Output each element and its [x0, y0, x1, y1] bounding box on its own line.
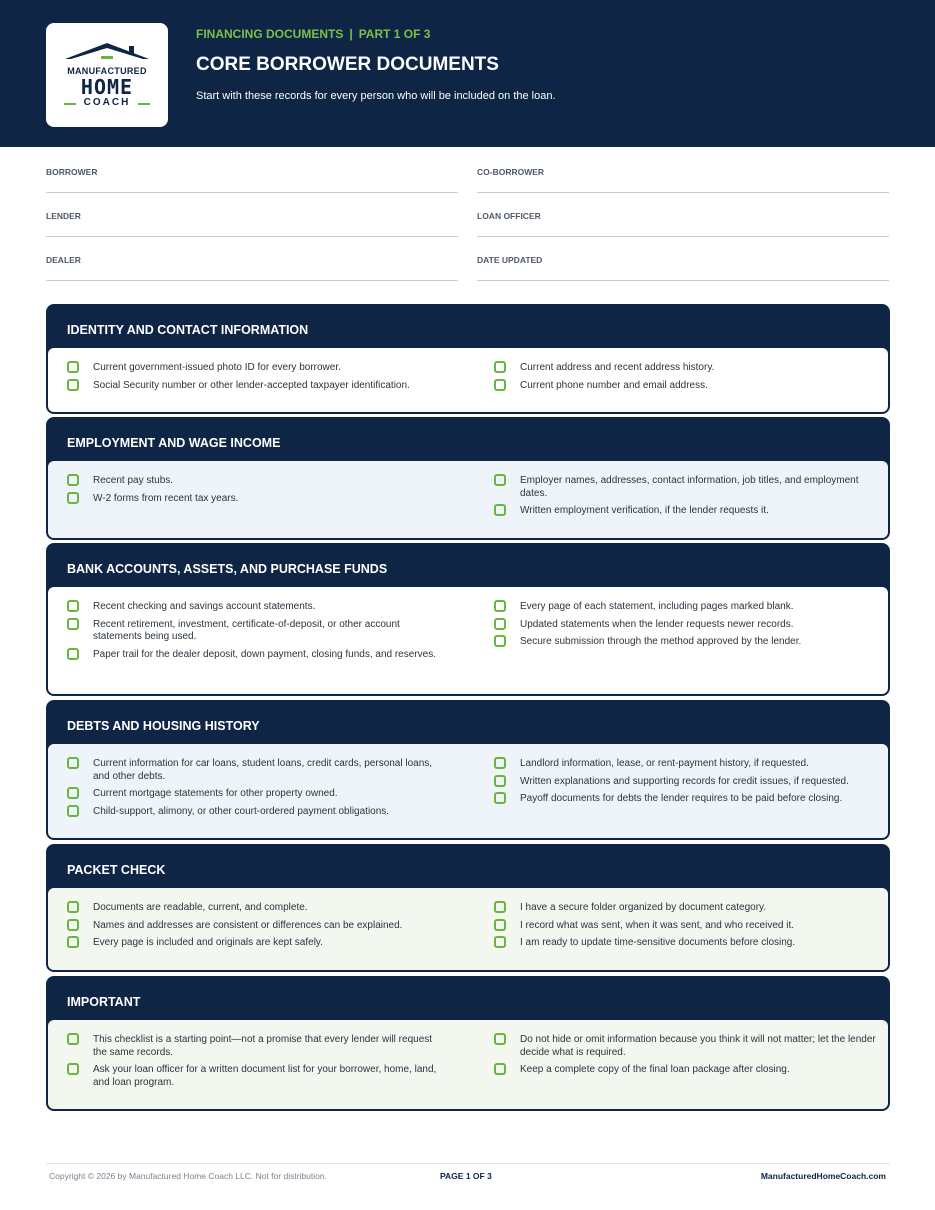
dealer-field[interactable]: [46, 255, 458, 281]
section-bank-assets-funds: [46, 543, 890, 696]
checklist-column-left: [67, 475, 447, 510]
checklist-item-label: W-2 forms from recent tax years.: [93, 492, 239, 504]
checkbox[interactable]: [494, 775, 506, 787]
section-title: DEBTS AND HOUSING HISTORY: [67, 719, 260, 733]
section-title: IMPORTANT: [67, 995, 141, 1009]
field-label: LENDER: [46, 211, 81, 221]
footer-website-link[interactable]: ManufacturedHomeCoach.com: [760, 1171, 886, 1181]
checkbox[interactable]: [67, 618, 79, 630]
checklist-item[interactable]: [494, 1034, 886, 1059]
checkbox[interactable]: [494, 379, 506, 391]
checklist-column-right: [494, 902, 886, 955]
kicker-part: PART 1 OF 3: [358, 27, 431, 41]
page-header: [0, 0, 935, 147]
kicker-series: FINANCING DOCUMENTS: [196, 27, 344, 41]
checkbox[interactable]: [67, 936, 79, 948]
checkbox[interactable]: [494, 1063, 506, 1075]
section-identity-contact: [46, 304, 890, 414]
section-title: BANK ACCOUNTS, ASSETS, AND PURCHASE FUNDS: [67, 562, 388, 576]
field-label: CO-BORROWER: [477, 167, 545, 177]
checklist-item-label: Updated statements when the lender requests newer records.: [520, 618, 794, 630]
section-body: [48, 461, 888, 538]
checklist-item-label: Documents are readable, current, and complete.: [93, 902, 308, 913]
checklist-item-label: Written employment verification, if the lender requests it.: [520, 505, 769, 516]
checklist-column-left: [67, 1034, 447, 1094]
checklist-item[interactable]: [494, 505, 886, 518]
checklist-item[interactable]: [494, 380, 886, 393]
checkbox[interactable]: [67, 787, 79, 799]
checkbox[interactable]: [494, 361, 506, 373]
checkbox[interactable]: [67, 757, 79, 769]
field-label: LOAN OFFICER: [477, 211, 541, 221]
section-body: [48, 348, 888, 412]
footer-copyright: Copyright © 2026 by Manufactured Home Coach LLC. Not for distribution.: [49, 1171, 327, 1181]
checklist-item-label: Recent pay stubs.: [93, 475, 174, 486]
checklist-item-label: Recent retirement, investment, certificate-of-deposit, or other account statements being used.: [93, 618, 400, 642]
checklist-item-label: Payoff documents for debts the lender requires to be paid before closing.: [520, 793, 843, 804]
logo-text-line1: MANUFACTURED: [67, 66, 147, 76]
checklist-item-label: I am ready to update time-sensitive documents before closing.: [520, 937, 796, 948]
checkbox[interactable]: [67, 361, 79, 373]
checklist-item-label: Names and addresses are consistent or differences can be explained.: [93, 919, 403, 931]
field-label: BORROWER: [46, 167, 98, 177]
checklist-item-label: This checklist is a starting point—not a promise that every lender will request the same records.: [93, 1034, 433, 1058]
section-title: IDENTITY AND CONTACT INFORMATION: [67, 323, 309, 337]
checklist-item[interactable]: [494, 920, 886, 933]
checkbox[interactable]: [494, 504, 506, 516]
section-body: [48, 744, 888, 838]
checklist-item[interactable]: [67, 806, 447, 819]
checklist-item[interactable]: [67, 649, 447, 662]
checklist-item-label: Written explanations and supporting records for credit issues, if requested.: [520, 775, 849, 787]
checklist-item-label: Social Security number or other lender-accepted taxpayer identification.: [93, 379, 410, 391]
checklist-item-label: Current government-issued photo ID for every borrower.: [93, 362, 341, 373]
checklist-item[interactable]: [67, 475, 447, 488]
brand-logo: [46, 23, 168, 127]
checklist-column-right: [494, 1034, 886, 1082]
checklist-item[interactable]: [67, 362, 447, 375]
checklist-item[interactable]: [494, 601, 886, 614]
section-body: [48, 888, 888, 970]
checkbox[interactable]: [67, 805, 79, 817]
checkbox[interactable]: [67, 919, 79, 931]
checkbox[interactable]: [67, 901, 79, 913]
checkbox[interactable]: [67, 1063, 79, 1075]
checklist-column-left: [67, 601, 447, 666]
checkbox[interactable]: [494, 635, 506, 647]
checkbox[interactable]: [67, 474, 79, 486]
checklist-item-label: I record what was sent, when it was sent, and who received it.: [520, 919, 795, 931]
section-title: PACKET CHECK: [67, 863, 166, 877]
section-debts-housing: [46, 700, 890, 840]
checklist-item[interactable]: [494, 776, 886, 789]
checklist-column-right: [494, 475, 886, 523]
checklist-item-label: I have a secure folder organized by document category.: [520, 902, 767, 913]
checklist-item[interactable]: [67, 601, 447, 614]
page-title: CORE BORROWER DOCUMENTS: [196, 54, 499, 75]
logo-dash-right: [138, 103, 150, 105]
lender-field[interactable]: [46, 211, 458, 237]
checklist-item[interactable]: [67, 1064, 447, 1089]
checklist-item[interactable]: [67, 493, 447, 506]
checklist-item[interactable]: [494, 793, 886, 806]
checkbox[interactable]: [67, 600, 79, 612]
checkbox[interactable]: [494, 792, 506, 804]
checklist-item-label: Every page is included and originals are kept safely.: [93, 937, 323, 948]
checkbox[interactable]: [67, 492, 79, 504]
checkbox[interactable]: [494, 600, 506, 612]
checklist-item-label: Do not hide or omit information because you think it will not matter; let the lender decide what is required.: [520, 1034, 876, 1058]
checklist-item[interactable]: [67, 902, 447, 915]
checklist-column-right: [494, 601, 886, 654]
checklist-item[interactable]: [67, 380, 447, 393]
checklist-item[interactable]: [494, 937, 886, 950]
page-subtitle: Start with these records for every person who will be included on the loan.: [196, 90, 556, 102]
field-label: DATE UPDATED: [477, 255, 543, 265]
co-borrower-field[interactable]: [477, 167, 889, 193]
checklist-item[interactable]: [67, 619, 447, 644]
checklist-item-label: Ask your loan officer for a written document list for your borrower, home, land, and loan program.: [93, 1064, 437, 1088]
date-updated-field[interactable]: [477, 255, 889, 281]
checklist-item-label: Employer names, addresses, contact information, job titles, and employment dates.: [520, 475, 859, 499]
logo-text-line2: HOME: [80, 75, 134, 99]
checklist-column-left: [67, 902, 447, 955]
checklist-item-label: Keep a complete copy of the final loan package after closing.: [520, 1064, 790, 1075]
checklist-item-label: Landlord information, lease, or rent-payment history, if requested.: [520, 758, 809, 769]
document-kicker: [196, 27, 430, 41]
checklist-column-right: [494, 758, 886, 811]
checklist-item-label: Child-support, alimony, or other court-ordered payment obligations.: [93, 805, 390, 817]
checkbox[interactable]: [494, 474, 506, 486]
field-label: DEALER: [46, 255, 81, 265]
checklist-item-label: Recent checking and savings account statements.: [93, 601, 316, 612]
footer-divider: [46, 1163, 890, 1164]
section-packet-check: [46, 844, 890, 972]
checklist-item-label: Current address and recent address history.: [520, 362, 715, 373]
checklist-item[interactable]: [67, 788, 447, 801]
checkbox[interactable]: [494, 901, 506, 913]
checklist-item[interactable]: [67, 1034, 447, 1059]
logo-text-line3: COACH: [83, 97, 131, 108]
checkbox[interactable]: [494, 936, 506, 948]
checklist-column-right: [494, 362, 886, 397]
section-important: [46, 976, 890, 1111]
loan-officer-field[interactable]: [477, 211, 889, 237]
checklist-item[interactable]: [494, 619, 886, 632]
checklist-item-label: Every page of each statement, including pages marked blank.: [520, 601, 794, 612]
checklist-item[interactable]: [494, 636, 886, 649]
checkbox[interactable]: [494, 919, 506, 931]
checklist-item-label: Current phone number and email address.: [520, 379, 708, 391]
checklist-item[interactable]: [67, 920, 447, 933]
checklist-column-left: [67, 758, 447, 823]
checklist-item[interactable]: [67, 758, 447, 783]
section-employment-income: [46, 417, 890, 540]
footer-page-number: PAGE 1 OF 3: [440, 1171, 492, 1181]
checklist-item-label: Secure submission through the method approved by the lender.: [520, 636, 802, 647]
checkbox[interactable]: [67, 1033, 79, 1045]
kicker-separator: |: [349, 27, 353, 41]
section-body: [48, 1020, 888, 1109]
checklist-item[interactable]: [494, 902, 886, 915]
section-body: [48, 587, 888, 694]
checklist-item[interactable]: [494, 362, 886, 375]
house-roof-icon: [61, 41, 153, 65]
checklist-item-label: Current mortgage statements for other property owned.: [93, 788, 338, 799]
checkbox[interactable]: [67, 648, 79, 660]
checkbox[interactable]: [67, 379, 79, 391]
checklist-column-left: [67, 362, 447, 397]
checklist-item[interactable]: [494, 758, 886, 771]
checklist-item[interactable]: [494, 475, 886, 500]
checkbox[interactable]: [494, 757, 506, 769]
checklist-item-label: Paper trail for the dealer deposit, down payment, closing funds, and reserves.: [93, 648, 436, 660]
checklist-item[interactable]: [494, 1064, 886, 1077]
checklist-item-label: Current information for car loans, student loans, credit cards, personal loans, and other debts.: [93, 758, 433, 782]
checklist-item[interactable]: [67, 937, 447, 950]
checkbox[interactable]: [494, 1033, 506, 1045]
borrower-field[interactable]: [46, 167, 458, 193]
section-title: EMPLOYMENT AND WAGE INCOME: [67, 436, 281, 450]
checkbox[interactable]: [494, 618, 506, 630]
